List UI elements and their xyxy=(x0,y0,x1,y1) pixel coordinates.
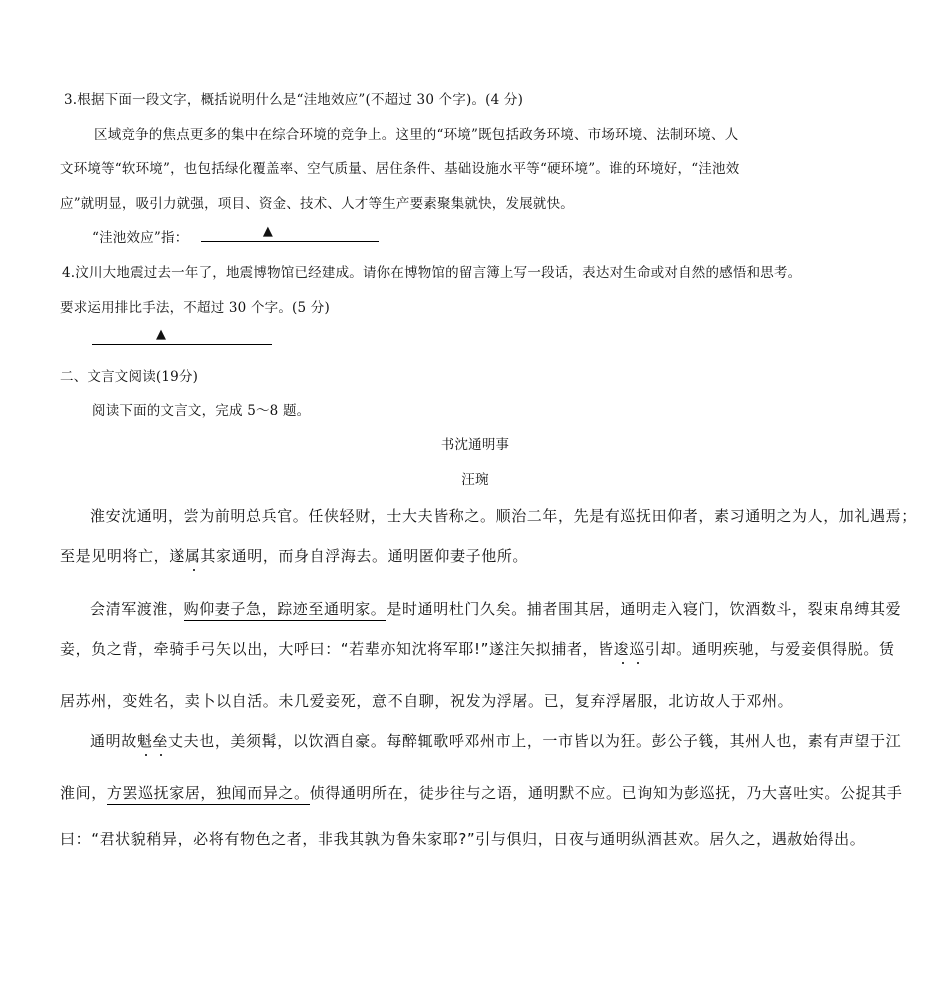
emphasis-dot-char: 属 xyxy=(184,547,201,565)
q4-answer-row xyxy=(92,327,272,349)
text-segment: 引却。通明疾驰，与爱妾俱得脱。赁 xyxy=(644,640,895,658)
q3-passage-line-1: 区域竞争的焦点更多的集中在综合环境的竞争上。这里的“环境”既包括政务环境、市场环境、法制环境、人 xyxy=(94,127,739,143)
classical-p3-line-1 xyxy=(90,730,901,751)
q3-passage-line-2: 文环境等“软环境”，也包括绿化覆盖率、空气质量、居住条件、基础设施水平等“硬环境”。谁的环境好，“洼池效 xyxy=(60,161,740,177)
triangle-icon: ▲ xyxy=(156,327,166,342)
q3-passage-line-3: 应”就明显，吸引力就强，项目、资金、技术、人才等生产要素聚集就快，发展就快。 xyxy=(60,196,575,212)
question-3-prompt: 3.根据下面一段文字，概括说明什么是“洼地效应”(不超过 30 个字)。(4 分) xyxy=(64,92,524,108)
text-segment: 丈夫也，美须髯，以饮酒自豪。每醉辄歌呼邓州市上，一市皆以为狂。彭公子篯，其州人也，素有声望于江 xyxy=(168,732,902,750)
text-segment: 妾，负之背，牵骑手弓矢以出，大呼曰：“若辈亦知沈将军耶!”遂注矢拟捕者，皆 xyxy=(60,640,614,658)
text-segment: 侦得通明所在，徒步往与之语，通明默不应。已询知为彭巡抚，乃大喜吐实。公捉其手 xyxy=(309,784,903,802)
q3-answer-row xyxy=(92,226,379,246)
text-segment: 会清军渡淮， xyxy=(90,600,184,618)
passage-title: 书沈通明事 xyxy=(440,437,510,453)
underlined-sentence: 方罢巡抚家居，独闻而异之。 xyxy=(107,784,310,805)
emphasis-dot-char: 巡 xyxy=(629,640,645,658)
classical-p2-line-3: 居苏州，变姓名，卖卜以自活。未几爱妾死，意不自聊，祝发为浮屠。已，复弃浮屠服，北访故人于邓州。 xyxy=(60,692,794,710)
triangle-icon: ▲ xyxy=(262,224,274,239)
q3-answer-blank[interactable] xyxy=(201,224,379,242)
classical-p1-line-1: 淮安沈通明，尝为前明总兵官。任侠轻财，士大夫皆称之。顺治二年，先是有巡抚田仰者，素习通明之为人，加礼遇焉； xyxy=(90,507,917,525)
emphasis-dot-char: 垒 xyxy=(152,732,169,750)
text-segment: 至是见明将亡，遂 xyxy=(60,547,185,565)
section-2-heading: 二、文言文阅读(19分) xyxy=(60,369,199,385)
classical-p3-line-3: 曰：“君状貌稍异，必将有物色之者，非我其孰为鲁朱家耶?”引与俱归，日夜与通明纵酒甚欢。居久之，遇赦始得出。 xyxy=(60,830,866,848)
text-segment: 其家通明，而身自浮海去。通明匿仰妻子他所。 xyxy=(200,547,529,565)
section-2-instruction: 阅读下面的文言文，完成 5～8 题。 xyxy=(92,403,311,419)
text-segment: 通明故 xyxy=(90,732,137,750)
classical-p3-line-2 xyxy=(60,782,902,803)
question-4-prompt-line-1: 4.汶川大地震过去一年了，地震博物馆已经建成。请你在博物馆的留言簿上写一段话，表达对生命或对自然的感悟和思考。 xyxy=(62,265,802,281)
classical-p1-line-2 xyxy=(60,545,528,566)
q3-answer-label: “洼池效应”指： xyxy=(92,230,189,246)
passage-author: 汪琬 xyxy=(461,472,489,488)
text-segment: 是时通明杜门久矣。捕者围其居，通明走入寝门，饮酒数斗，裂束帛缚其爱 xyxy=(386,600,902,618)
classical-p2-line-1 xyxy=(90,598,901,619)
emphasis-dot-char: 逡 xyxy=(613,640,630,658)
emphasis-dot-char: 魁 xyxy=(136,732,153,750)
text-segment: 淮间， xyxy=(60,784,107,802)
question-4-prompt-line-2: 要求运用排比手法，不超过 30 个字。(5 分) xyxy=(60,300,330,316)
classical-p2-line-2 xyxy=(60,638,895,659)
q4-answer-blank[interactable] xyxy=(92,327,272,345)
underlined-sentence: 购仰妻子急，踪迹至通明家。 xyxy=(184,600,387,621)
